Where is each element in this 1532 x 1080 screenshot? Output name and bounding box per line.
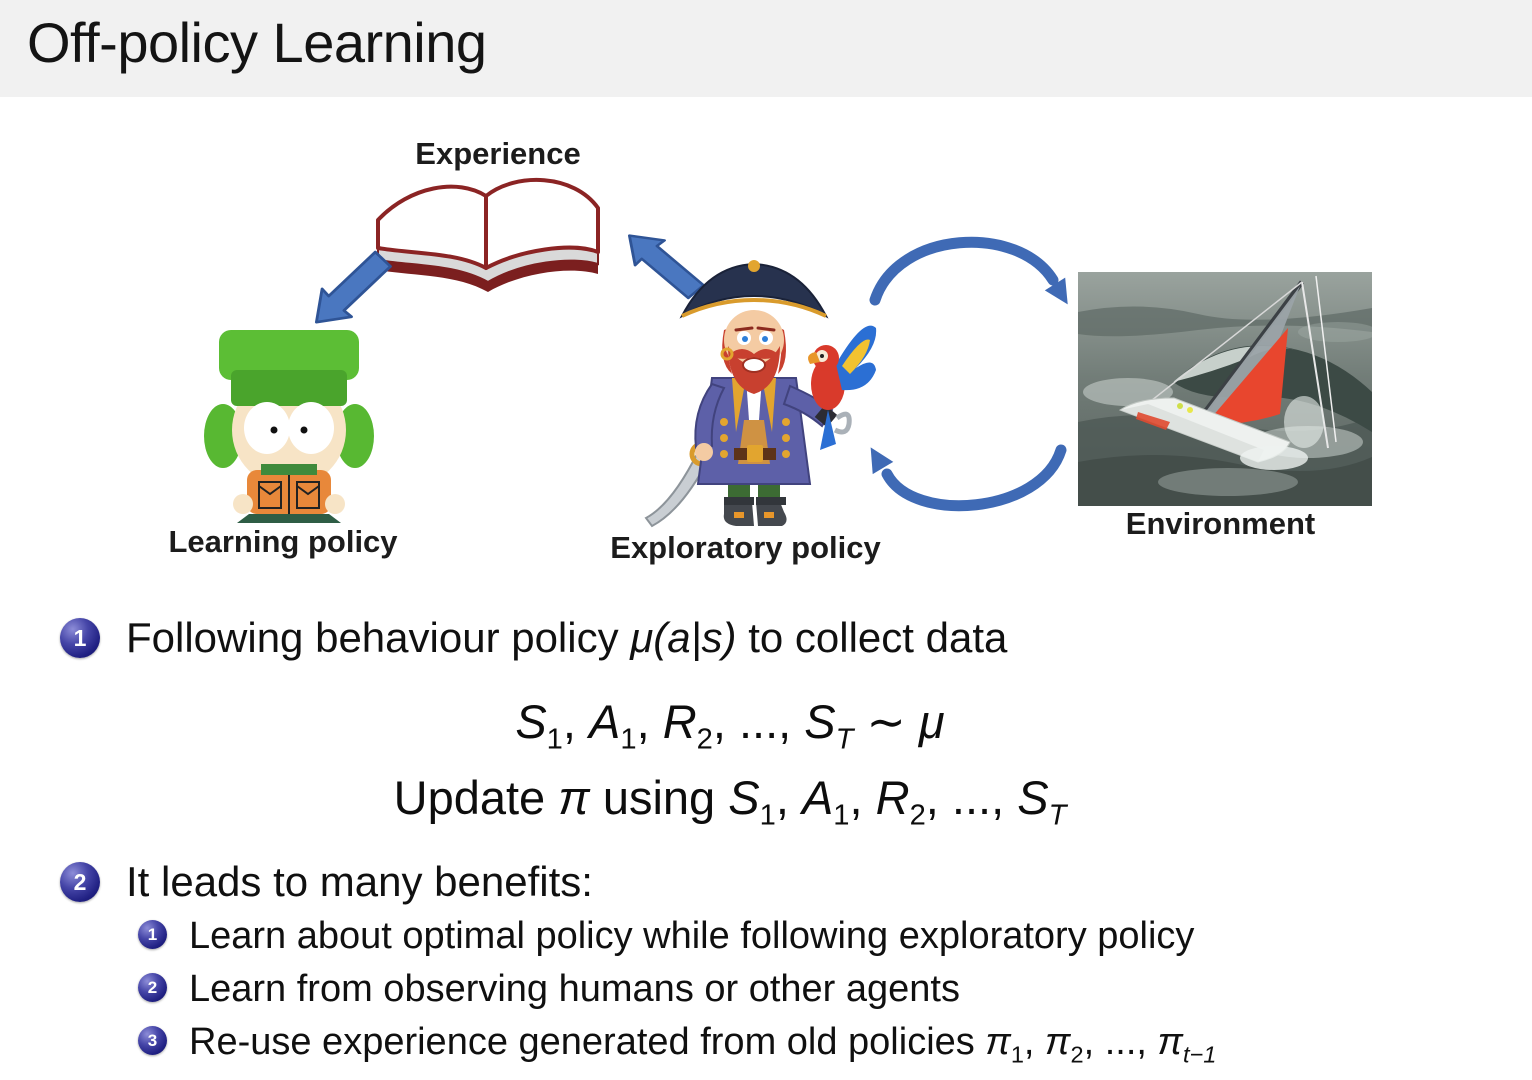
bullet-1: [60, 612, 1340, 663]
bullet-2: [60, 856, 1340, 907]
environment-label: Environment: [1125, 506, 1316, 541]
equation-line-2: Update π using $S_1$, $A_1$, $R_2$, ..., $S_T$: [393, 771, 1067, 832]
exploratory-policy-pirate: [632, 252, 887, 537]
equation-line-1: $S_1$, $A_1$, $R_2$, ..., $S_T$ ∼ μ: [515, 695, 945, 756]
learning-policy-character: [203, 316, 375, 524]
learning-policy-label: Learning policy: [168, 524, 398, 559]
exploratory-policy-label: Exploratory policy: [610, 530, 881, 565]
benefit-1-text: Learn about optimal policy while following exploratory policy: [189, 915, 1195, 957]
benefit-3-ball-badge: 3: [138, 1026, 167, 1055]
page-title: Off-policy Learning: [27, 11, 487, 74]
bullet-2-text: It leads to many benefits:: [126, 858, 593, 905]
benefit-3-text: Re-use experience generated from old policies $\pi_1$, $\pi_2$, ..., $\pi_{t-1}$: [189, 1021, 1217, 1068]
benefit-item-2: [138, 967, 1488, 1013]
bullet-2-ball-badge: 2: [60, 862, 100, 902]
benefit-item-1: [138, 914, 1488, 960]
benefit-item-3: [138, 1020, 1488, 1066]
bullet-1-text: Following behaviour policy μ(a|s) to collect data: [126, 614, 1008, 661]
environment-photo: [1078, 272, 1372, 506]
cycle-arrows-icon: [853, 222, 1088, 522]
experience-label: Experience: [415, 136, 581, 171]
bullet-1-ball-badge: 1: [60, 618, 100, 658]
benefit-2-ball-badge: 2: [138, 973, 167, 1002]
benefit-2-text: Learn from observing humans or other agents: [189, 968, 960, 1010]
benefit-1-ball-badge: 1: [138, 920, 167, 949]
slide-header-bar: [0, 0, 1532, 97]
